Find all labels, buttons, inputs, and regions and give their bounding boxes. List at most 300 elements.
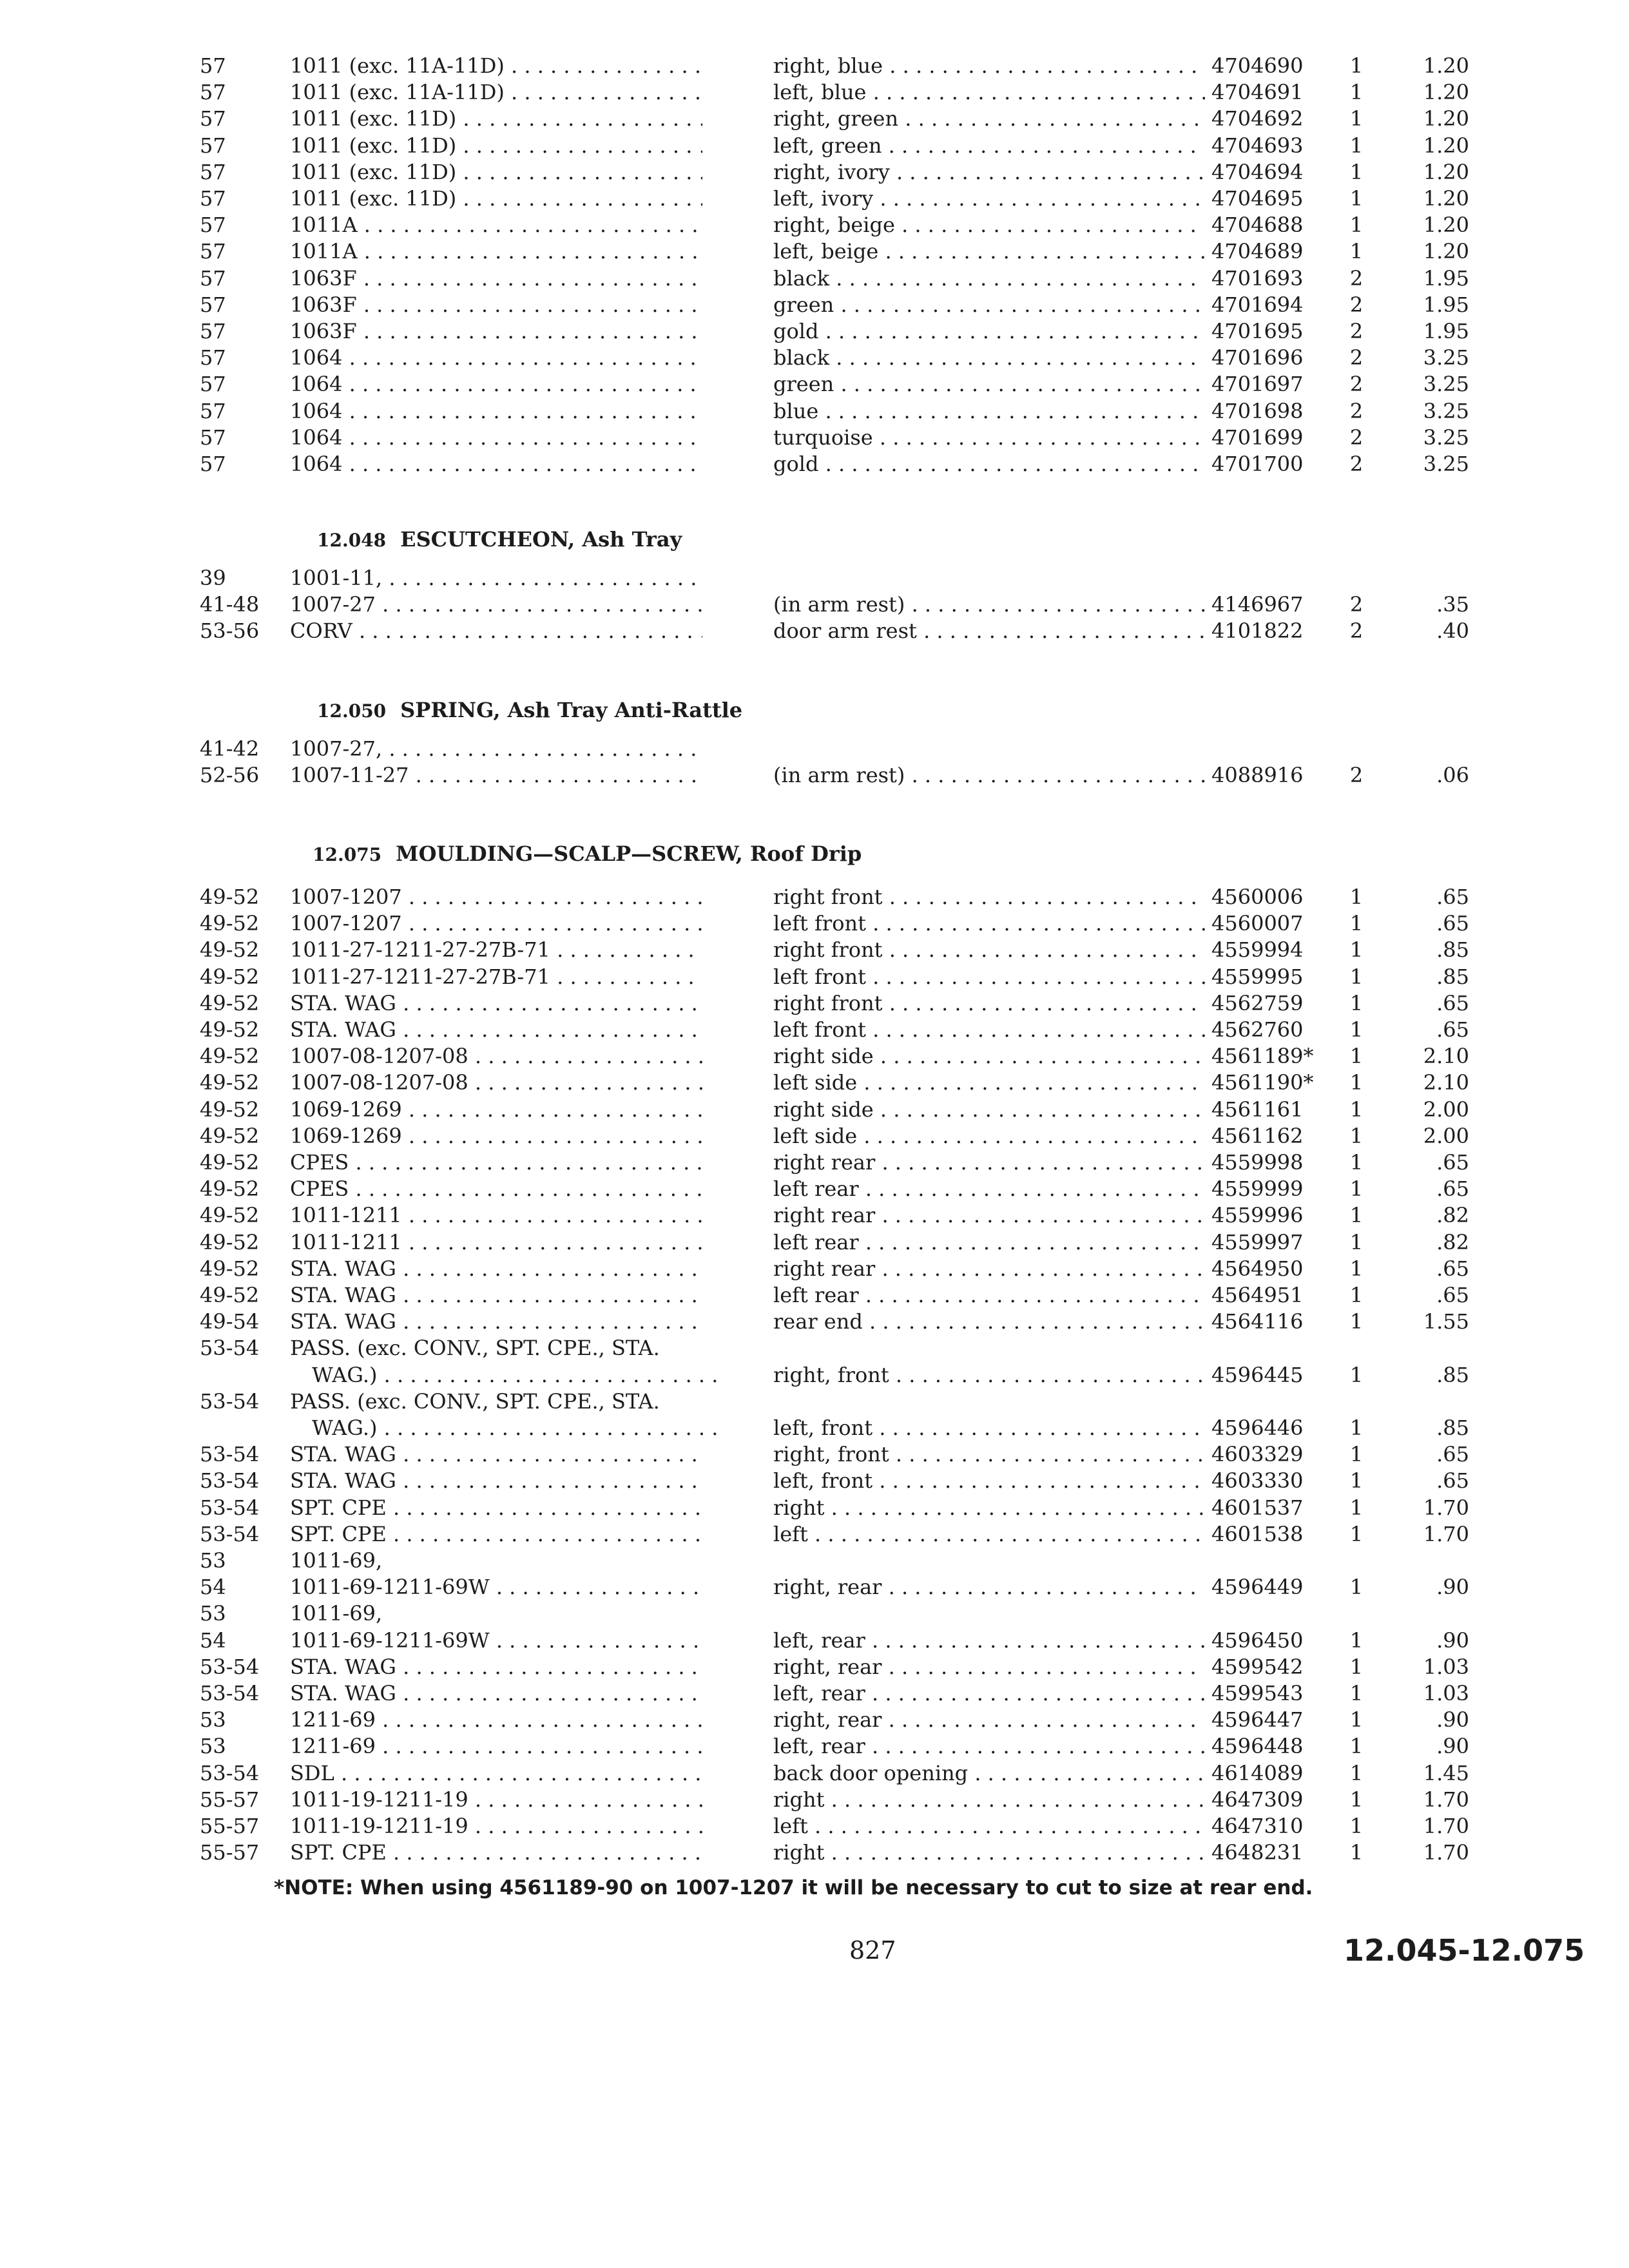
price-cell: 1.20 xyxy=(1423,106,1469,131)
table-row xyxy=(0,1626,1629,1655)
table-row xyxy=(0,1387,1629,1416)
part-number-cell: 4559997 xyxy=(1211,1229,1304,1254)
year-cell: 49-52 xyxy=(200,1283,260,1307)
quantity-cell: 1 xyxy=(1349,1760,1364,1785)
year-cell: 49-52 xyxy=(200,937,260,963)
section-title: MOULDING—SCALP—SCREW, Roof Drip xyxy=(396,841,862,866)
quantity-cell: 2 xyxy=(1349,345,1364,370)
model-cell: WAG.) . . . xyxy=(290,1361,724,1389)
section-number: 12.050 xyxy=(317,700,387,722)
price-cell: 1.95 xyxy=(1423,265,1469,291)
price-cell: .65 xyxy=(1436,1442,1469,1467)
table-row xyxy=(0,1307,1629,1336)
description-cell: right front . . . xyxy=(773,883,1205,911)
part-number-cell: 4561189* xyxy=(1211,1044,1314,1069)
quantity-cell: 1 xyxy=(1349,1177,1364,1202)
price-cell: .82 xyxy=(1436,1203,1469,1228)
description-cell: left, beige . . . xyxy=(773,237,1205,265)
table-row xyxy=(0,1573,1629,1601)
table-row xyxy=(0,1042,1629,1070)
description-cell: left front . . . xyxy=(773,963,1205,991)
table-row xyxy=(0,735,1629,763)
model-cell: 1064 . . . xyxy=(290,370,702,398)
table-row xyxy=(0,883,1629,911)
quantity-cell: 2 xyxy=(1349,265,1364,291)
quantity-cell: 1 xyxy=(1349,1787,1364,1812)
table-row xyxy=(0,1015,1629,1044)
quantity-cell: 1 xyxy=(1349,80,1364,105)
part-number-cell: 4704692 xyxy=(1211,106,1304,131)
quantity-cell: 1 xyxy=(1349,1654,1364,1679)
description-cell: right side . . . xyxy=(773,1042,1205,1070)
year-cell: 49-52 xyxy=(200,885,260,909)
table-row xyxy=(0,1254,1629,1283)
description-cell: right, rear . . . xyxy=(773,1573,1205,1601)
model-cell: STA. WAG . . . xyxy=(290,1307,702,1336)
table-row xyxy=(0,617,1629,645)
year-cell: 53-54 xyxy=(200,1468,260,1494)
quantity-cell: 1 xyxy=(1349,1681,1364,1706)
description-cell: left, front . . . xyxy=(773,1466,1205,1495)
year-cell: 39 xyxy=(200,566,226,590)
description-cell: (in arm rest) . . . xyxy=(773,590,1205,619)
part-number-cell: 4564950 xyxy=(1211,1256,1304,1281)
model-cell: 1011-27-1211-27-27B-71 . . . xyxy=(290,963,702,991)
quantity-cell: 1 xyxy=(1349,1734,1364,1759)
model-cell: CPES . . . xyxy=(290,1175,702,1203)
quantity-cell: 2 xyxy=(1349,372,1364,397)
table-row xyxy=(0,1148,1629,1177)
year-cell: 41-48 xyxy=(200,592,260,617)
model-cell: 1063F . . . xyxy=(290,264,702,293)
model-cell: 1064 . . . xyxy=(290,343,702,372)
table-row xyxy=(0,1546,1629,1575)
price-cell: 3.25 xyxy=(1423,452,1469,476)
model-cell: 1211-69 . . . xyxy=(290,1706,702,1734)
description-cell: left rear . . . xyxy=(773,1175,1205,1203)
description-cell: blue . . . xyxy=(773,397,1205,425)
price-cell: .65 xyxy=(1436,885,1469,909)
model-cell: STA. WAG . . . xyxy=(290,1679,702,1707)
quantity-cell: 1 xyxy=(1349,106,1364,131)
year-cell: 54 xyxy=(200,1628,226,1653)
year-cell: 49-54 xyxy=(200,1309,260,1334)
description-cell: right, front . . . xyxy=(773,1440,1205,1468)
description-cell: left rear . . . xyxy=(773,1281,1205,1309)
model-cell: STA. WAG . . . xyxy=(290,1440,702,1468)
description-cell: gold . . . xyxy=(773,450,1205,478)
year-cell: 53-54 xyxy=(200,1495,260,1520)
quantity-cell: 1 xyxy=(1349,1150,1364,1175)
section-title: SPRING, Ash Tray Anti-Rattle xyxy=(400,698,743,722)
part-number-cell: 4704688 xyxy=(1211,213,1304,238)
price-cell: 3.25 xyxy=(1423,372,1469,397)
part-number-cell: 4701695 xyxy=(1211,319,1304,343)
year-cell: 53-54 xyxy=(200,1336,260,1361)
model-cell: 1063F . . . xyxy=(290,291,702,319)
description-cell: door arm rest . . . xyxy=(773,617,1205,645)
table-row xyxy=(0,1095,1629,1124)
description-cell: left . . . xyxy=(773,1520,1205,1548)
quantity-cell: 1 xyxy=(1349,1468,1364,1494)
year-cell: 53-54 xyxy=(200,1654,260,1679)
part-number-cell: 4704690 xyxy=(1211,53,1304,78)
table-row xyxy=(0,1494,1629,1522)
description-cell: right . . . xyxy=(773,1785,1205,1814)
quantity-cell: 1 xyxy=(1349,885,1364,909)
table-row xyxy=(0,564,1629,592)
price-cell: .40 xyxy=(1436,619,1469,644)
model-cell: 1007-08-1207-08 . . . xyxy=(290,1042,702,1070)
year-cell: 57 xyxy=(200,239,226,264)
year-cell: 57 xyxy=(200,159,226,184)
quantity-cell: 1 xyxy=(1349,1416,1364,1440)
table-row xyxy=(0,1732,1629,1760)
part-number-cell: 4564116 xyxy=(1211,1309,1304,1334)
price-cell: 1.70 xyxy=(1423,1495,1469,1520)
part-number-cell: 4614089 xyxy=(1211,1760,1304,1785)
year-cell: 55-57 xyxy=(200,1840,260,1865)
price-cell: 1.95 xyxy=(1423,319,1469,343)
model-cell: 1001-11, . . . xyxy=(290,564,702,592)
page-number: 827 xyxy=(849,1936,896,1965)
year-cell: 53 xyxy=(200,1734,226,1759)
quantity-cell: 1 xyxy=(1349,1044,1364,1069)
description-cell: right side . . . xyxy=(773,1095,1205,1124)
part-number-cell: 4560007 xyxy=(1211,911,1304,936)
description-cell: left front . . . xyxy=(773,909,1205,937)
price-cell: .65 xyxy=(1436,1017,1469,1042)
description-cell: right rear . . . xyxy=(773,1201,1205,1229)
model-cell: STA. WAG . . . xyxy=(290,1015,702,1044)
model-cell: 1011-19-1211-19 . . . xyxy=(290,1785,702,1814)
description-cell: right front . . . xyxy=(773,936,1205,964)
model-cell: 1007-27 . . . xyxy=(290,590,702,619)
model-cell: STA. WAG . . . xyxy=(290,1281,702,1309)
description-cell: right front . . . xyxy=(773,989,1205,1017)
year-cell: 57 xyxy=(200,292,226,317)
description-cell: right, front . . . xyxy=(773,1361,1205,1389)
table-row xyxy=(0,104,1629,133)
description-cell: (in arm rest) . . . xyxy=(773,761,1205,789)
year-cell: 49-52 xyxy=(200,1070,260,1095)
year-cell: 55-57 xyxy=(200,1787,260,1812)
quantity-cell: 1 xyxy=(1349,1575,1364,1600)
description-cell: right, rear . . . xyxy=(773,1706,1205,1734)
part-number-cell: 4603329 xyxy=(1211,1442,1304,1467)
table-row xyxy=(0,78,1629,106)
quantity-cell: 1 xyxy=(1349,213,1364,238)
year-cell: 57 xyxy=(200,265,226,291)
part-number-cell: 4559994 xyxy=(1211,937,1304,963)
quantity-cell: 1 xyxy=(1349,53,1364,78)
year-cell: 49-52 xyxy=(200,1044,260,1069)
model-cell: 1011-69-1211-69W . . . xyxy=(290,1573,702,1601)
part-number-cell: 4599542 xyxy=(1211,1654,1304,1679)
year-cell: 49-52 xyxy=(200,1150,260,1175)
description-cell: right, rear . . . xyxy=(773,1653,1205,1681)
part-number-cell: 4559995 xyxy=(1211,964,1304,989)
description-cell: right, green . . . xyxy=(773,104,1205,133)
description-cell: left rear . . . xyxy=(773,1228,1205,1256)
model-cell: 1007-27, . . . xyxy=(290,735,702,763)
part-number-cell: 4603330 xyxy=(1211,1468,1304,1494)
table-row xyxy=(0,1334,1629,1362)
year-cell: 57 xyxy=(200,425,226,450)
table-row xyxy=(0,211,1629,239)
price-cell: 1.20 xyxy=(1423,80,1469,105)
model-cell: 1064 . . . xyxy=(290,450,702,478)
part-number-cell: 4701694 xyxy=(1211,292,1304,317)
quantity-cell: 1 xyxy=(1349,1495,1364,1520)
table-row xyxy=(0,1466,1629,1495)
price-cell: 1.03 xyxy=(1423,1654,1469,1679)
description-cell: left front . . . xyxy=(773,1015,1205,1044)
model-cell: SDL . . . xyxy=(290,1759,702,1787)
year-cell: 57 xyxy=(200,319,226,343)
quantity-cell: 1 xyxy=(1349,911,1364,936)
model-cell: 1211-69 . . . xyxy=(290,1732,702,1760)
description-cell: right, ivory . . . xyxy=(773,158,1205,186)
table-row xyxy=(0,1361,1629,1389)
year-cell: 53 xyxy=(200,1601,226,1626)
price-cell: .65 xyxy=(1436,1256,1469,1281)
year-cell: 53-56 xyxy=(200,619,260,644)
description-cell: green . . . xyxy=(773,291,1205,319)
year-cell: 57 xyxy=(200,452,226,476)
table-row xyxy=(0,264,1629,293)
model-cell: 1069-1269 . . . xyxy=(290,1122,702,1150)
price-cell: 1.20 xyxy=(1423,239,1469,264)
model-cell: 1011 (exc. 11A-11D) . . . xyxy=(290,52,702,80)
table-row xyxy=(0,989,1629,1017)
part-number-cell: 4704693 xyxy=(1211,133,1304,158)
quantity-cell: 1 xyxy=(1349,1707,1364,1733)
price-cell: 1.55 xyxy=(1423,1309,1469,1334)
part-number-cell: 4701693 xyxy=(1211,265,1304,291)
model-cell: 1063F . . . xyxy=(290,317,702,345)
quantity-cell: 1 xyxy=(1349,1521,1364,1546)
price-cell: 3.25 xyxy=(1423,425,1469,450)
quantity-cell: 2 xyxy=(1349,425,1364,450)
quantity-cell: 1 xyxy=(1349,1229,1364,1254)
table-row xyxy=(0,1838,1629,1867)
model-cell: 1007-1207 . . . xyxy=(290,909,702,937)
quantity-cell: 1 xyxy=(1349,1628,1364,1653)
part-number-cell: 4647310 xyxy=(1211,1814,1304,1838)
part-number-cell: 4704694 xyxy=(1211,159,1304,184)
section-number: 12.075 xyxy=(313,844,382,865)
year-cell: 53-54 xyxy=(200,1681,260,1706)
description-cell: black . . . xyxy=(773,343,1205,372)
year-cell: 53-54 xyxy=(200,1442,260,1467)
quantity-cell: 1 xyxy=(1349,133,1364,158)
quantity-cell: 2 xyxy=(1349,763,1364,788)
quantity-cell: 1 xyxy=(1349,239,1364,264)
table-row xyxy=(0,1520,1629,1548)
model-cell: 1064 . . . xyxy=(290,397,702,425)
year-cell: 57 xyxy=(200,372,226,397)
table-row xyxy=(0,343,1629,372)
description-cell: black . . . xyxy=(773,264,1205,293)
quantity-cell: 1 xyxy=(1349,1362,1364,1387)
description-cell: left, ivory . . . xyxy=(773,184,1205,213)
part-number-cell: 4596447 xyxy=(1211,1707,1304,1733)
quantity-cell: 1 xyxy=(1349,990,1364,1015)
price-cell: .85 xyxy=(1436,937,1469,963)
price-cell: .90 xyxy=(1436,1575,1469,1600)
price-cell: 1.20 xyxy=(1423,53,1469,78)
part-number-cell: 4704689 xyxy=(1211,239,1304,264)
year-cell: 57 xyxy=(200,398,226,423)
year-cell: 49-52 xyxy=(200,1229,260,1254)
year-cell: 49-52 xyxy=(200,964,260,989)
quantity-cell: 1 xyxy=(1349,1814,1364,1838)
model-cell: 1011 (exc. 11D) . . . xyxy=(290,158,702,186)
part-number-cell: 4701700 xyxy=(1211,452,1304,476)
quantity-cell: 1 xyxy=(1349,186,1364,211)
table-row xyxy=(0,1281,1629,1309)
table-row xyxy=(0,131,1629,160)
table-row xyxy=(0,1440,1629,1468)
price-cell: .82 xyxy=(1436,1229,1469,1254)
model-cell: SPT. CPE . . . xyxy=(290,1838,702,1867)
part-number-cell: 4596446 xyxy=(1211,1416,1304,1440)
model-cell: STA. WAG . . . xyxy=(290,1466,702,1495)
part-number-cell: 4596448 xyxy=(1211,1734,1304,1759)
section-header-spring xyxy=(317,694,742,726)
part-number-cell: 4561190* xyxy=(1211,1070,1314,1095)
description-cell: back door opening . . . xyxy=(773,1759,1205,1787)
year-cell: 57 xyxy=(200,345,226,370)
part-number-cell: 4601538 xyxy=(1211,1521,1304,1546)
year-cell: 49-52 xyxy=(200,1177,260,1202)
table-row xyxy=(0,291,1629,319)
year-cell: 49-52 xyxy=(200,1097,260,1122)
price-cell: .06 xyxy=(1436,763,1469,788)
quantity-cell: 1 xyxy=(1349,1256,1364,1281)
price-cell: 1.70 xyxy=(1423,1814,1469,1838)
model-cell: 1011 (exc. 11D) . . . xyxy=(290,104,702,133)
year-cell: 54 xyxy=(200,1575,226,1600)
section-title: ESCUTCHEON, Ash Tray xyxy=(400,527,682,552)
year-cell: 49-52 xyxy=(200,990,260,1015)
price-cell: 1.95 xyxy=(1423,292,1469,317)
model-cell: CPES . . . xyxy=(290,1148,702,1177)
quantity-cell: 1 xyxy=(1349,1203,1364,1228)
price-cell: 3.25 xyxy=(1423,398,1469,423)
price-cell: 2.10 xyxy=(1423,1044,1469,1069)
description-cell: right rear . . . xyxy=(773,1148,1205,1177)
year-cell: 53 xyxy=(200,1707,226,1733)
year-cell: 41-42 xyxy=(200,736,260,761)
price-cell: 1.20 xyxy=(1423,186,1469,211)
part-number-cell: 4088916 xyxy=(1211,763,1304,788)
part-number-cell: 4101822 xyxy=(1211,619,1304,644)
model-cell: 1069-1269 . . . xyxy=(290,1095,702,1124)
part-number-cell: 4647309 xyxy=(1211,1787,1304,1812)
table-row xyxy=(0,423,1629,452)
quantity-cell: 1 xyxy=(1349,1017,1364,1042)
part-number-cell: 4601537 xyxy=(1211,1495,1304,1520)
quantity-cell: 2 xyxy=(1349,319,1364,343)
quantity-cell: 1 xyxy=(1349,1097,1364,1122)
part-number-cell: 4701699 xyxy=(1211,425,1304,450)
part-number-cell: 4562759 xyxy=(1211,990,1304,1015)
model-cell: 1011-69-1211-69W . . . xyxy=(290,1626,702,1655)
quantity-cell: 2 xyxy=(1349,398,1364,423)
price-cell: .90 xyxy=(1436,1707,1469,1733)
model-cell: 1011-69, xyxy=(290,1601,383,1626)
table-row xyxy=(0,1759,1629,1787)
price-cell: 1.20 xyxy=(1423,213,1469,238)
price-cell: 1.70 xyxy=(1423,1787,1469,1812)
description-cell: right rear . . . xyxy=(773,1254,1205,1283)
part-number-cell: 4701696 xyxy=(1211,345,1304,370)
description-cell: left side . . . xyxy=(773,1068,1205,1097)
table-row xyxy=(0,1812,1629,1840)
table-row xyxy=(0,1175,1629,1203)
part-number-cell: 4701697 xyxy=(1211,372,1304,397)
part-number-cell: 4704691 xyxy=(1211,80,1304,105)
model-cell: 1011-19-1211-19 . . . xyxy=(290,1812,702,1840)
part-number-cell: 4561162 xyxy=(1211,1123,1304,1148)
model-cell: 1011A . . . xyxy=(290,237,702,265)
year-cell: 57 xyxy=(200,80,226,105)
description-cell: rear end . . . xyxy=(773,1307,1205,1336)
price-cell: .65 xyxy=(1436,911,1469,936)
description-cell: left . . . xyxy=(773,1812,1205,1840)
part-number-cell: 4559999 xyxy=(1211,1177,1304,1202)
model-cell: SPT. CPE . . . xyxy=(290,1494,702,1522)
quantity-cell: 1 xyxy=(1349,937,1364,963)
table-row xyxy=(0,184,1629,213)
table-row xyxy=(0,936,1629,964)
quantity-cell: 2 xyxy=(1349,619,1364,644)
description-cell: left, blue . . . xyxy=(773,78,1205,106)
model-cell: STA. WAG . . . xyxy=(290,1653,702,1681)
price-cell: .65 xyxy=(1436,990,1469,1015)
section-number: 12.048 xyxy=(317,530,387,551)
model-cell: STA. WAG . . . xyxy=(290,1254,702,1283)
year-cell: 49-52 xyxy=(200,911,260,936)
table-row xyxy=(0,1785,1629,1814)
part-number-cell: 4562760 xyxy=(1211,1017,1304,1042)
year-cell: 57 xyxy=(200,53,226,78)
section-header-moulding xyxy=(313,838,862,870)
price-cell: .65 xyxy=(1436,1283,1469,1307)
description-cell: left, front . . . xyxy=(773,1414,1205,1442)
part-number-cell: 4648231 xyxy=(1211,1840,1304,1865)
price-cell: .65 xyxy=(1436,1177,1469,1202)
part-number-cell: 4596449 xyxy=(1211,1575,1304,1600)
price-cell: 1.20 xyxy=(1423,159,1469,184)
year-cell: 49-52 xyxy=(200,1256,260,1281)
year-cell: 49-52 xyxy=(200,1203,260,1228)
model-cell: CORV . . . xyxy=(290,617,702,645)
table-row xyxy=(0,397,1629,425)
page-reference: 12.045-12.075 xyxy=(1344,1933,1585,1968)
price-cell: .90 xyxy=(1436,1734,1469,1759)
quantity-cell: 2 xyxy=(1349,292,1364,317)
part-number-cell: 4146967 xyxy=(1211,592,1304,617)
table-row xyxy=(0,237,1629,265)
price-cell: .85 xyxy=(1436,1416,1469,1440)
quantity-cell: 1 xyxy=(1349,964,1364,989)
quantity-cell: 2 xyxy=(1349,452,1364,476)
table-row xyxy=(0,1706,1629,1734)
year-cell: 55-57 xyxy=(200,1814,260,1838)
